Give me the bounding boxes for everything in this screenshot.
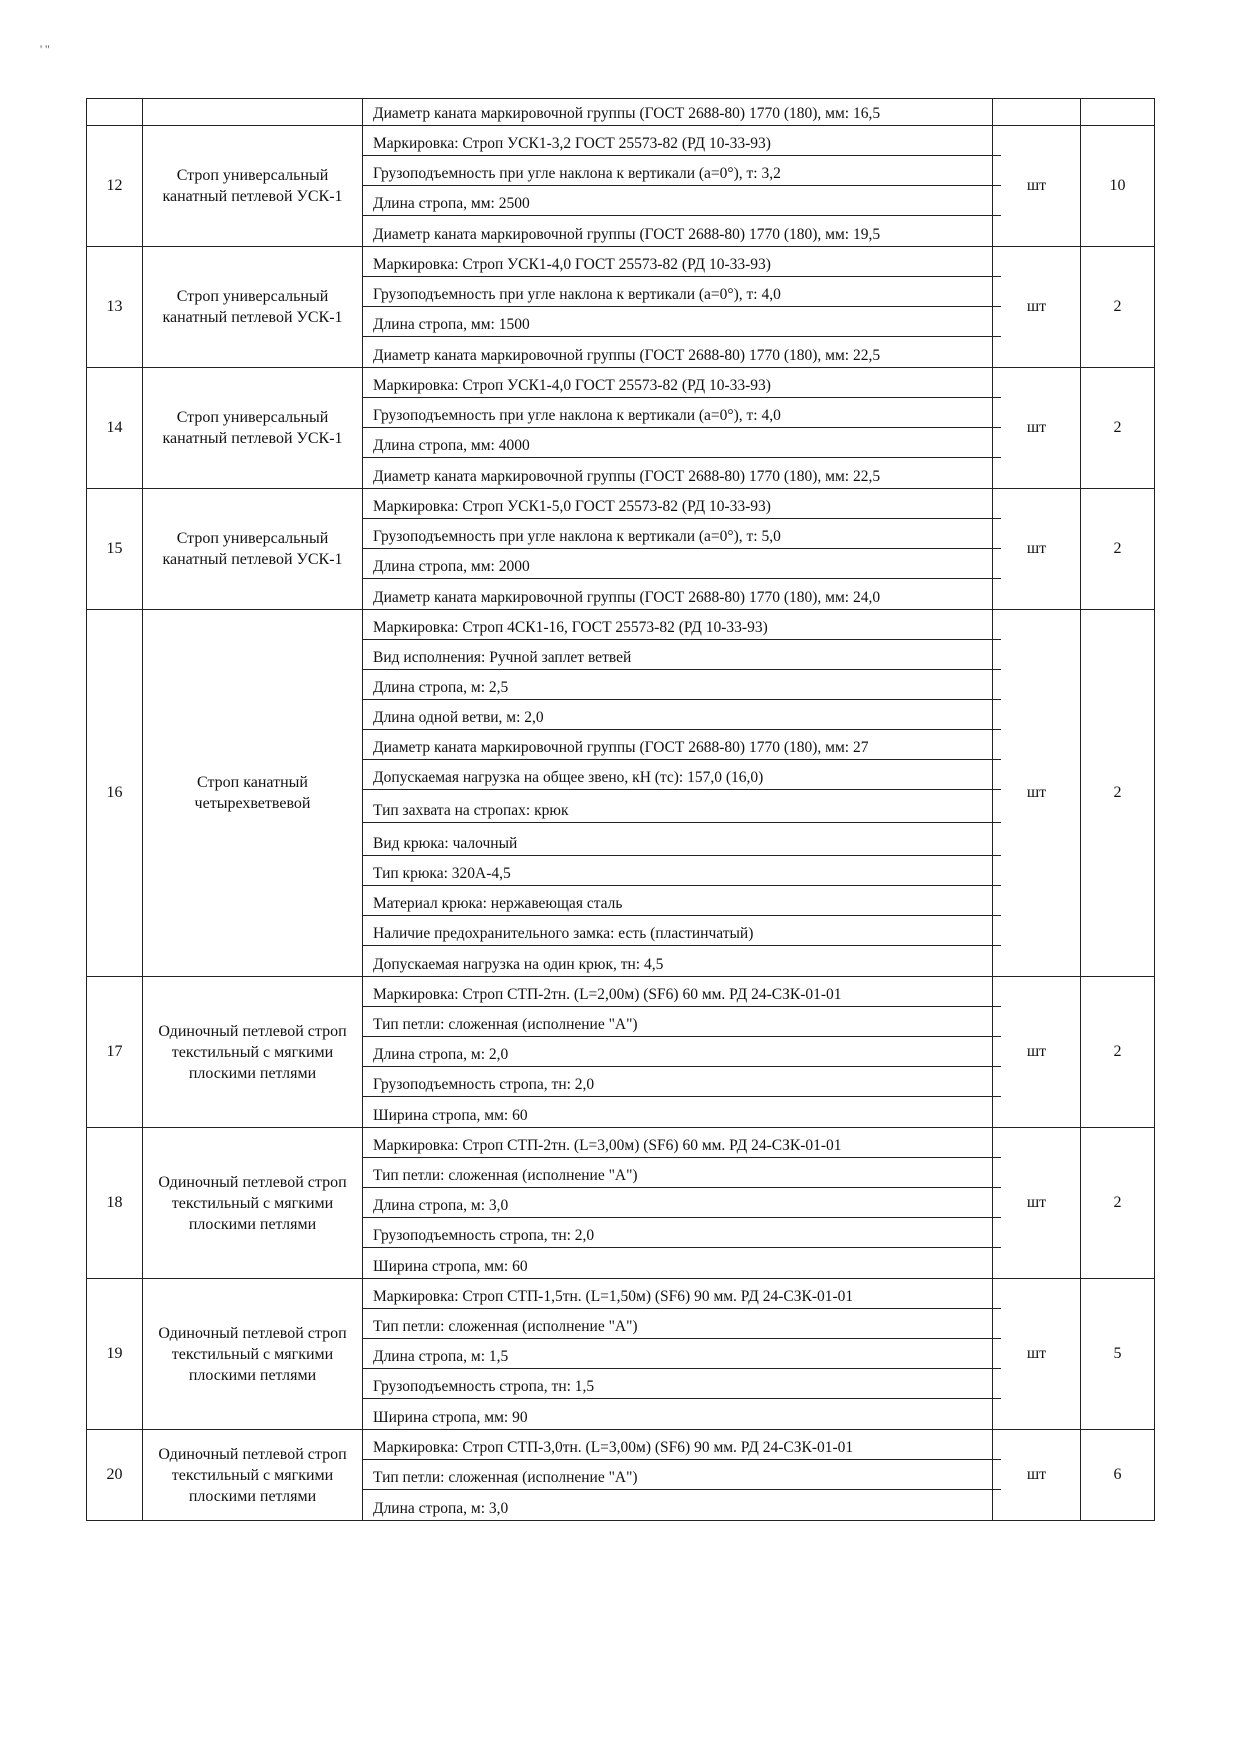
table-row bbox=[87, 977, 1155, 1128]
unit-of-measure: шт bbox=[993, 977, 1081, 1128]
unit-of-measure: шт bbox=[993, 126, 1081, 247]
spec-line: Тип петли: сложенная (исполнение "А") bbox=[363, 1158, 1001, 1188]
unit-of-measure: шт bbox=[993, 1430, 1081, 1521]
quantity: 2 bbox=[1081, 247, 1155, 368]
item-name: Одиночный петлевой строп текстильный с мягкими плоскими петлями bbox=[143, 1279, 363, 1430]
row-number: 17 bbox=[87, 977, 143, 1128]
row-number: 16 bbox=[87, 610, 143, 977]
spec-line: Диаметр каната маркировочной группы (ГОСТ 2688-80) 1770 (180), мм: 27 bbox=[363, 730, 1001, 760]
quantity: 6 bbox=[1081, 1430, 1155, 1521]
scan-corner-marks: ' '' bbox=[40, 42, 50, 56]
item-name: Строп универсальный канатный петлевой УСК-1 bbox=[143, 126, 363, 247]
spec-line: Длина стропа, мм: 2500 bbox=[363, 186, 1001, 216]
item-name: Строп канатный четырехветвевой bbox=[143, 610, 363, 977]
item-specification bbox=[363, 126, 993, 247]
quantity: 10 bbox=[1081, 126, 1155, 247]
spec-line: Вид крюка: чалочный bbox=[363, 823, 1001, 856]
spec-line: Длина стропа, м: 3,0 bbox=[363, 1188, 1001, 1218]
item-specification bbox=[363, 977, 993, 1128]
spec-line: Тип петли: сложенная (исполнение "А") bbox=[363, 1007, 1001, 1037]
item-specification bbox=[363, 1279, 993, 1430]
row-number bbox=[87, 99, 143, 126]
spec-line: Маркировка: Строп СТП-2тн. (L=2,00м) (SF6) 60 мм. РД 24-СЗК-01-01 bbox=[363, 977, 1001, 1007]
spec-line: Грузоподъемность при угле наклона к вертикали (а=0°), т: 4,0 bbox=[363, 398, 1001, 428]
spec-line: Тип петли: сложенная (исполнение "А") bbox=[363, 1309, 1001, 1339]
spec-line: Длина стропа, м: 2,5 bbox=[363, 670, 1001, 700]
spec-line: Длина стропа, м: 1,5 bbox=[363, 1339, 1001, 1369]
row-number: 18 bbox=[87, 1128, 143, 1279]
table-row bbox=[87, 247, 1155, 368]
table-row bbox=[87, 368, 1155, 489]
row-number: 15 bbox=[87, 489, 143, 610]
quantity: 2 bbox=[1081, 610, 1155, 977]
unit-of-measure: шт bbox=[993, 610, 1081, 977]
table-row bbox=[87, 126, 1155, 247]
spec-line: Диаметр каната маркировочной группы (ГОСТ 2688-80) 1770 (180), мм: 22,5 bbox=[373, 347, 881, 364]
row-number: 19 bbox=[87, 1279, 143, 1430]
item-specification bbox=[363, 1128, 993, 1279]
spec-line: Ширина стропа, мм: 60 bbox=[373, 1107, 528, 1124]
spec-line: Допускаемая нагрузка на общее звено, кН (тс): 157,0 (16,0) bbox=[363, 760, 1001, 790]
spec-line: Длина стропа, м: 2,0 bbox=[363, 1037, 1001, 1067]
spec-line: Материал крюка: нержавеющая сталь bbox=[363, 886, 1001, 916]
spec-line: Длина стропа, мм: 4000 bbox=[363, 428, 1001, 458]
unit-of-measure: шт bbox=[993, 1279, 1081, 1430]
spec-line: Маркировка: Строп УСК1-4,0 ГОСТ 25573-82 (РД 10-33-93) bbox=[363, 247, 1001, 277]
unit-of-measure: шт bbox=[993, 247, 1081, 368]
spec-line: Маркировка: Строп 4СК1-16, ГОСТ 25573-82 (РД 10-33-93) bbox=[363, 610, 1001, 640]
item-name: Строп универсальный канатный петлевой УСК-1 bbox=[143, 489, 363, 610]
spec-line: Длина одной ветви, м: 2,0 bbox=[363, 700, 1001, 730]
item-specification bbox=[363, 610, 993, 977]
spec-line: Диаметр каната маркировочной группы (ГОСТ 2688-80) 1770 (180), мм: 16,5 bbox=[373, 105, 881, 122]
spec-line: Вид исполнения: Ручной заплет ветвей bbox=[363, 640, 1001, 670]
item-specification bbox=[363, 1430, 993, 1521]
item-name: Строп универсальный канатный петлевой УСК-1 bbox=[143, 368, 363, 489]
spec-line: Допускаемая нагрузка на один крюк, тн: 4,5 bbox=[373, 956, 664, 973]
unit-of-measure: шт bbox=[993, 1128, 1081, 1279]
spec-line: Маркировка: Строп СТП-1,5тн. (L=1,50м) (SF6) 90 мм. РД 24-СЗК-01-01 bbox=[363, 1279, 1001, 1309]
spec-line: Грузоподъемность при угле наклона к вертикали (а=0°), т: 5,0 bbox=[363, 519, 1001, 549]
quantity: 2 bbox=[1081, 977, 1155, 1128]
quantity: 2 bbox=[1081, 489, 1155, 610]
spec-line: Тип крюка: 320А-4,5 bbox=[363, 856, 1001, 886]
spec-line: Маркировка: Строп СТП-2тн. (L=3,00м) (SF6) 60 мм. РД 24-СЗК-01-01 bbox=[363, 1128, 1001, 1158]
spec-line: Грузоподъемность стропа, тн: 2,0 bbox=[363, 1218, 1001, 1248]
spec-line: Диаметр каната маркировочной группы (ГОСТ 2688-80) 1770 (180), мм: 22,5 bbox=[373, 468, 881, 485]
row-number: 12 bbox=[87, 126, 143, 247]
spec-line: Тип захвата на стропах: крюк bbox=[363, 790, 1001, 823]
quantity: 5 bbox=[1081, 1279, 1155, 1430]
item-name: Одиночный петлевой строп текстильный с мягкими плоскими петлями bbox=[143, 1430, 363, 1521]
unit-of-measure bbox=[993, 99, 1081, 126]
unit-of-measure: шт bbox=[993, 489, 1081, 610]
item-specification bbox=[363, 368, 993, 489]
row-number: 14 bbox=[87, 368, 143, 489]
item-name: Одиночный петлевой строп текстильный с мягкими плоскими петлями bbox=[143, 977, 363, 1128]
spec-line: Ширина стропа, мм: 90 bbox=[373, 1409, 528, 1426]
spec-line: Грузоподъемность стропа, тн: 1,5 bbox=[363, 1369, 1001, 1399]
item-specification bbox=[363, 99, 993, 126]
spec-line: Маркировка: Строп УСК1-3,2 ГОСТ 25573-82 (РД 10-33-93) bbox=[363, 126, 1001, 156]
quantity: 2 bbox=[1081, 368, 1155, 489]
spec-line: Диаметр каната маркировочной группы (ГОСТ 2688-80) 1770 (180), мм: 24,0 bbox=[373, 589, 881, 606]
spec-line: Маркировка: Строп УСК1-5,0 ГОСТ 25573-82 (РД 10-33-93) bbox=[363, 489, 1001, 519]
table-row bbox=[87, 610, 1155, 977]
quantity bbox=[1081, 99, 1155, 126]
spec-line: Грузоподъемность стропа, тн: 2,0 bbox=[363, 1067, 1001, 1097]
spec-line: Наличие предохранительного замка: есть (пластинчатый) bbox=[363, 916, 1001, 946]
table-row bbox=[87, 1128, 1155, 1279]
spec-line: Ширина стропа, мм: 60 bbox=[373, 1258, 528, 1275]
row-number: 13 bbox=[87, 247, 143, 368]
spec-line: Длина стропа, мм: 1500 bbox=[363, 307, 1001, 337]
quantity: 2 bbox=[1081, 1128, 1155, 1279]
table-row bbox=[87, 489, 1155, 610]
spec-line: Длина стропа, м: 3,0 bbox=[373, 1500, 509, 1517]
table-row bbox=[87, 1430, 1155, 1521]
spec-line: Диаметр каната маркировочной группы (ГОСТ 2688-80) 1770 (180), мм: 19,5 bbox=[373, 226, 881, 243]
spec-line: Маркировка: Строп УСК1-4,0 ГОСТ 25573-82 (РД 10-33-93) bbox=[363, 368, 1001, 398]
item-name: Строп универсальный канатный петлевой УСК-1 bbox=[143, 247, 363, 368]
table-row bbox=[87, 99, 1155, 126]
item-specification bbox=[363, 489, 993, 610]
item-name bbox=[143, 99, 363, 126]
spec-line: Грузоподъемность при угле наклона к вертикали (а=0°), т: 4,0 bbox=[363, 277, 1001, 307]
spec-line: Маркировка: Строп СТП-3,0тн. (L=3,00м) (SF6) 90 мм. РД 24-СЗК-01-01 bbox=[363, 1430, 1001, 1460]
spec-line: Длина стропа, мм: 2000 bbox=[363, 549, 1001, 579]
table-row bbox=[87, 1279, 1155, 1430]
specification-table bbox=[86, 98, 1155, 1521]
item-specification bbox=[363, 247, 993, 368]
unit-of-measure: шт bbox=[993, 368, 1081, 489]
spec-line: Тип петли: сложенная (исполнение "А") bbox=[363, 1460, 1001, 1490]
item-name: Одиночный петлевой строп текстильный с мягкими плоскими петлями bbox=[143, 1128, 363, 1279]
spec-line: Грузоподъемность при угле наклона к вертикали (а=0°), т: 3,2 bbox=[363, 156, 1001, 186]
row-number: 20 bbox=[87, 1430, 143, 1521]
